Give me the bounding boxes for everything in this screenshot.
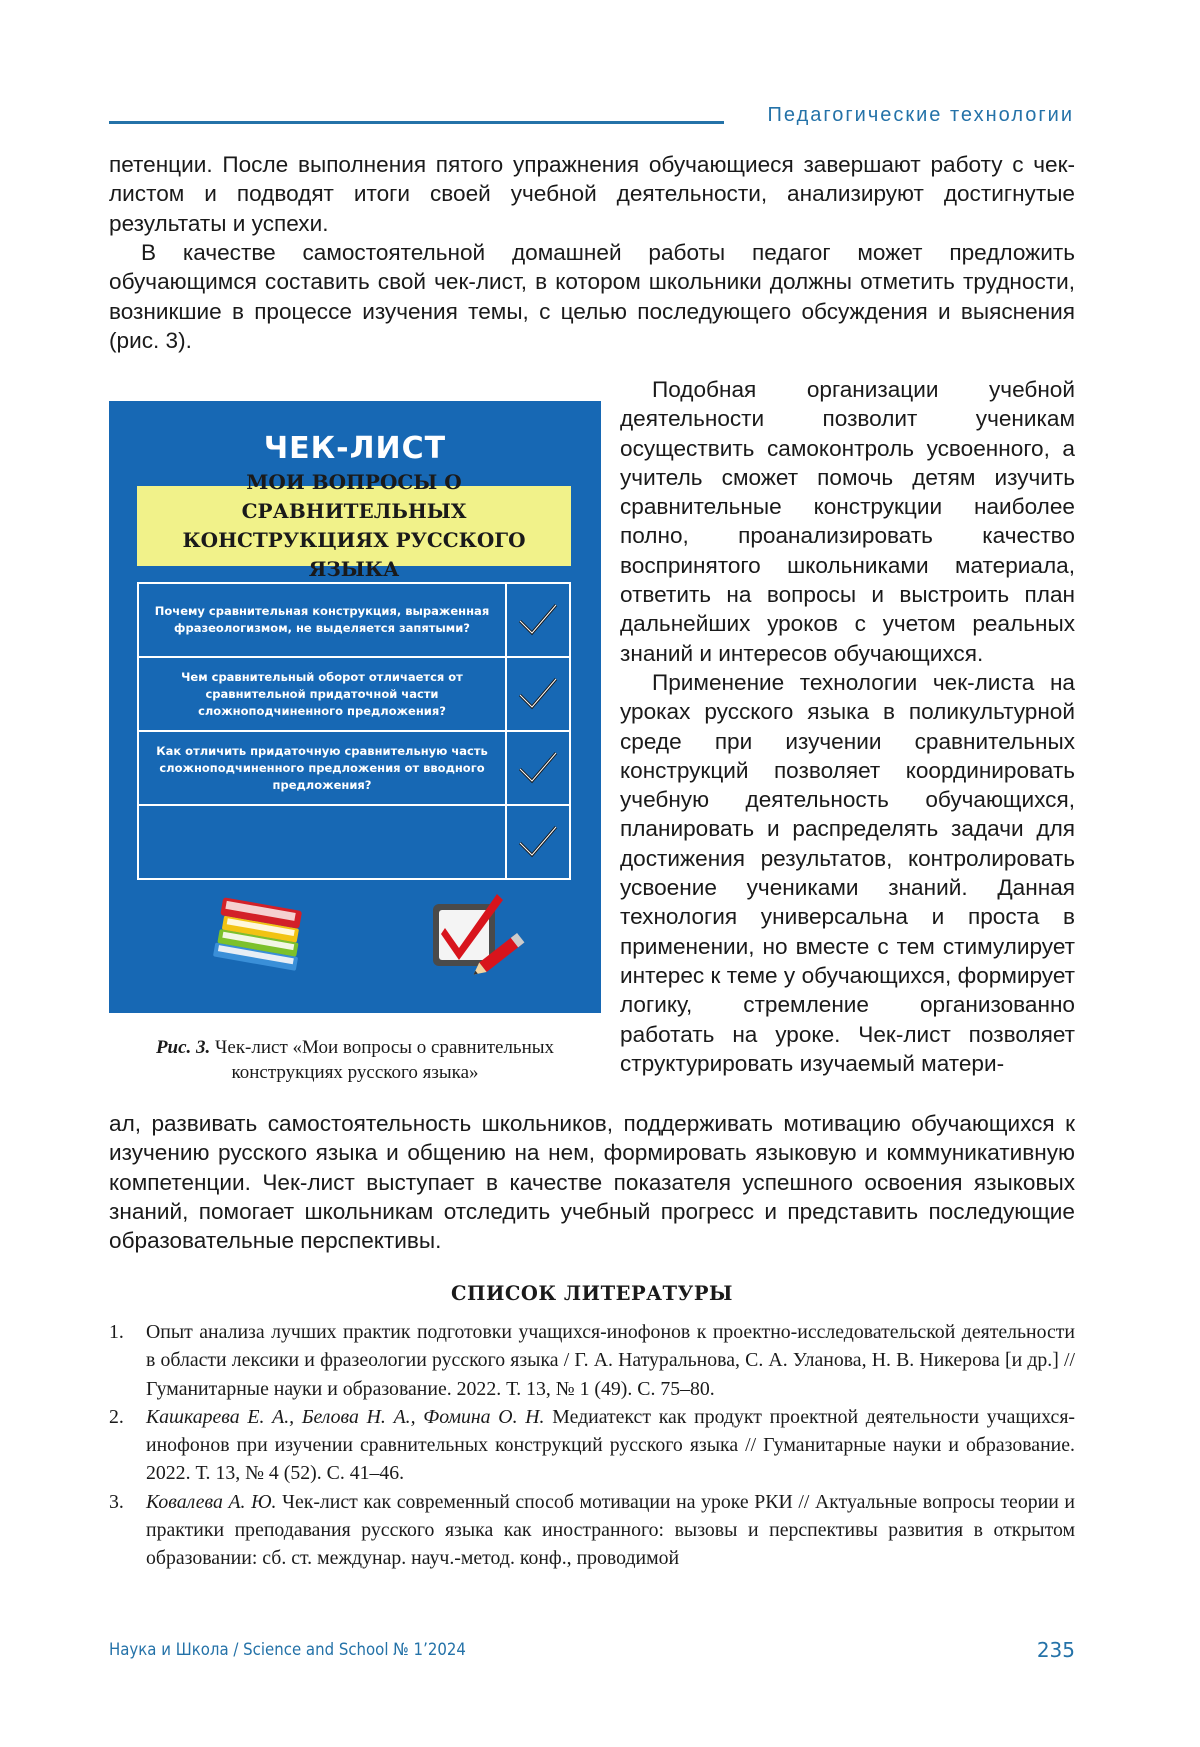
figure-caption-label: Рис. 3.: [155, 1037, 211, 1058]
checklist-question: Чем сравнительный оборот отличается от сравнительной придаточной части сложноподчиненного предложения?: [139, 658, 507, 730]
checklist-figure: [109, 401, 601, 1013]
page-number: 235: [1036, 1638, 1075, 1662]
checklist-question: Как отличить придаточную сравнительную часть сложноподчиненного предложения от вводного предложения?: [139, 732, 507, 804]
reference-number: 1.: [109, 1321, 124, 1343]
checklist-banner-text: МОИ ВОПРОСЫ О СРАВНИТЕЛЬНЫХ КОНСТРУКЦИЯХ РУССКОГО ЯЗЫКА: [182, 470, 526, 581]
paragraph-2: В качестве самостоятельной домашней работы педагог может предложить обучающимся составить свой чек-лист, в котором школьники должны отметить трудности, возникшие в процессе изучения темы, с целью последующего обсуждения и выяснения (рис. 3).: [109, 240, 1075, 353]
journal-footer: Наука и Школа / Science and School № 1’2024: [109, 1640, 466, 1660]
paragraph-4-column: Применение технологии чек-листа на уроках русского языка в поликультурной среде при изучении сравнительных конструкций позволяет координировать учебную деятельность обучающихся, планировать и распределять задачи для достижения результатов, контролировать усвоение учениками знаний. Данная технология универсальна и проста в применении, но вместе с тем стимулирует интерес к теме у обучающихся, формирует логику, стремление организованно работать на уроке. Чек-лист позволяет структурировать изучаемый матери-: [620, 670, 1075, 1076]
checklist-row: [137, 730, 571, 806]
checklist-row: [137, 582, 571, 658]
reference-number: 2.: [109, 1405, 124, 1428]
checklist-banner: [137, 470, 571, 581]
checkmark-icon: [507, 658, 569, 730]
paragraph-4-continuation: ал, развивать самостоятельность школьников, поддерживать мотивацию обучающихся к изучению русского языка и общению на нем, формировать языковую и коммуникативную компетенции. Чек-лист выступает в качестве показателя успешного освоения языковых знаний, помогает школьникам отследить учебный прогресс и представить последующие образовательные перспективы.: [109, 1111, 1075, 1254]
references-heading: СПИСОК ЛИТЕРАТУРЫ: [451, 1282, 733, 1305]
paragraph-1: петенции. После выполнения пятого упражнения обучающиеся завершают работу с чек-листом и подводят итоги своей учебной деятельности, анализируют достигнутые результаты и успехи.: [109, 152, 1075, 236]
reference-authors: Ковалева А. Ю.: [146, 1490, 277, 1513]
checklist-row: [137, 804, 571, 880]
checkbox-pencil-icon: [427, 888, 531, 984]
reference-item: [109, 1318, 1075, 1403]
header-rule: [109, 121, 724, 124]
reference-item: [109, 1403, 1075, 1488]
reference-citation: Опыт анализа лучших практик подготовки учащихся-инофонов к проектно-исследовательской деятельности в области лексики и фразеологии русского языка / Г. А. Натуральнова, С. А. Уланова, Н. В. Никерова [и др.] // Гуманитарные науки и образование. 2022. Т. 13, № 1 (49). С. 75–80.: [146, 1321, 1075, 1400]
reference-item: [109, 1488, 1075, 1573]
books-icon: [207, 894, 311, 980]
checklist-question: [139, 806, 507, 878]
checklist-title: ЧЕК-ЛИСТ: [263, 431, 447, 466]
section-title: Педагогические технологии: [767, 104, 1074, 126]
checkmark-icon: [507, 584, 569, 656]
reference-text: [146, 1403, 1075, 1488]
figure-caption-text: Чек-лист «Мои вопросы о сравнительных конструкциях русского языка»: [210, 1037, 555, 1083]
figure-caption: [109, 1035, 601, 1085]
reference-number: 3.: [109, 1490, 124, 1513]
checklist-row: [137, 656, 571, 732]
paragraph-3: Подобная организации учебной деятельности позволит ученикам осуществить самоконтроль усвоенного, а учитель сможет помочь детям изучить сравнительные конструкции наиболее полно, проанализировать качество воспринятого школьниками материала, ответить на вопросы и выстроить план дальнейших уроков с учетом реальных знаний и интересов обучающихся.: [620, 377, 1075, 666]
reference-authors: Кашкарева Е. А., Белова Н. А., Фомина О. Н.: [146, 1405, 545, 1428]
reference-citation: Медиатекст как продукт проектной деятельности учащихся-инофонов при изучении сравнительных конструкций русского языка // Гуманитарные науки и образование. 2022. Т. 13, № 4 (52). С. 41–46.: [146, 1405, 1076, 1485]
checklist-question: Почему сравнительная конструкция, выраженная фразеологизмом, не выделяется запятыми?: [139, 584, 507, 656]
reference-text: [146, 1488, 1075, 1573]
references-list: [109, 1318, 1075, 1573]
checkmark-icon: [507, 806, 569, 878]
reference-text: [146, 1318, 1075, 1403]
checkmark-icon: [507, 732, 569, 804]
reference-citation: Чек-лист как современный способ мотивации на уроке РКИ // Актуальные вопросы теории и практики преподавания русского языка как иностранного: вызовы и перспективы развития в открытом образовании: сб. ст. междунар. науч.-метод. конф., проводимой: [146, 1490, 1075, 1570]
checklist-table: [137, 582, 571, 880]
